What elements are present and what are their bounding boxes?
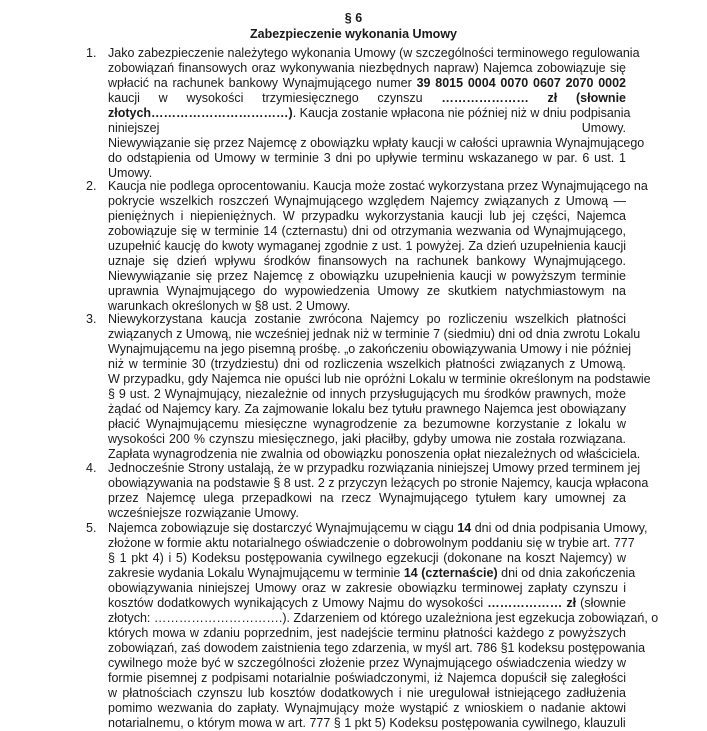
text-line: płacić Wynajmującemu miesięczne wynagrodzenie za bezumowne korzystanie z lokalu w: [108, 417, 626, 431]
text-line: złożone w formie aktu notarialnego oświadczenie o dobrowolnym poddaniu się w trybie art. 777: [108, 536, 635, 550]
text-line: Niewywiązanie się przez Najemcę z obowiązku wpłaty kaucji w całości uprawnia Wynajmującego: [108, 136, 645, 150]
text-line: Kaucja nie podlega oprocentowaniu. Kaucja może zostać wykorzystana przez Wynajmującego na: [108, 179, 648, 193]
text-line: notarialnemu, o którym mowa w art. 777 § 1 pkt 5) Kodeksu postępowania cywilnego, klauzuli: [108, 716, 626, 730]
text-line: których mowa w zdaniu poprzednim, jest nadejście terminu płatności każdego z powyższych: [108, 626, 626, 640]
text-line: do odstąpienia od Umowy w terminie 3 dni po upływie terminu wskazanego w par. 6 ust. 1: [108, 151, 626, 165]
text-line: Umowy.: [108, 166, 153, 180]
text-line: niniejszej Umowy.: [108, 121, 626, 135]
text-line: wysokości 200 % czynszu miesięcznego, jaki płaciłby, gdyby umowa nie została rozwiązana.: [108, 432, 626, 446]
text-line: niż w terminie 30 (trzydziestu) dni od rozliczenia wszelkich płatności związanych z Umową.: [108, 357, 626, 371]
text-line: związanych z Umową, nie wcześniej jednak niż w terminie 7 (siedmiu) dni od dnia zwrotu Lokalu: [108, 327, 641, 341]
text-line: Jednocześnie Strony ustalają, że w przypadku rozwiązania niniejszej Umowy przed terminem jej: [108, 461, 641, 475]
text-line: obowiązywania niniejszej Umowy oraz w zakresie obowiązku terminowej zapłaty czynszu i: [108, 581, 626, 595]
text-line: uzupełnić kaucję do kwoty wymaganej zgodnie z ust. 1 powyżej. Za dzień uzupełnienia kaucji: [108, 239, 626, 253]
text-line: Najemca zobowiązuje się dostarczyć Wynajmującemu w ciągu 14 dni od dnia podpisania Umowy,: [108, 521, 648, 535]
paragraph-number: 1.: [86, 46, 97, 60]
text-line: zobowiązań, zaś dowodem zaistnienia tego zdarzenia, w myśl art. 786 §1 kodeksu postępowania: [108, 641, 646, 655]
text-line: zobowiązań finansowych oraz wykonywania niezbędnych napraw) Najemca zobowiązuje się: [108, 61, 626, 75]
section-title: Zabezpieczenie wykonania Umowy: [249, 27, 457, 41]
text-line: Zapłata wynagrodzenia nie zwalnia od obowiązku ponoszenia opłat niezależnych od właściciela.: [108, 447, 641, 461]
text-line: złotych: ………………………….). Zdarzeniem od którego uzależniona jest egzekucja zobowiązań, o: [108, 611, 659, 625]
text-line: § 1 pkt 4) i 5) Kodeksu postępowania cywilnego egzekucji (dokonane na koszt Najemcy) w: [108, 551, 626, 565]
text-line: pieniężnych i niepieniężnych. W przypadku wykorzystania kaucji lub jej części, Najemca: [108, 209, 626, 223]
text-line: formie pisemnej z podpisami notarialnie poświadczonymi, iż Najemca dopuścił się zaległości: [108, 671, 626, 685]
text-line: zakresie wydania Lokalu Wynajmującemu w terminie 14 (czternaście) dni od dnia zakończenia: [108, 566, 636, 580]
text-line: wcześniejsze rozwiązanie Umowy.: [108, 506, 299, 520]
text-line: warunkach określonych w §8 ust. 2 Umowy.: [108, 299, 351, 313]
text-line: Niewywiązanie się przez Najemcę z obowiązku uzupełnienia kaucji w powyższym terminie: [108, 269, 626, 283]
text-line: złotych……………………………). Kaucja zostanie wpłacona nie później niż w dniu podpisania: [108, 106, 631, 120]
text-line: obowiązywania na podstawie § 8 ust. 2 z przyczyn leżących po stronie Najemcy, kaucja wpłacona: [108, 476, 649, 490]
text-line: uprawnia Wynajmującego do wypowiedzenia Umowy ze skutkiem natychmiastowym na: [108, 284, 626, 298]
paragraph-number: 2.: [86, 179, 97, 193]
text-line: przez Najemcę ulega przepadkowi na rzecz Wynajmującego tytułem kary umownej za: [108, 491, 626, 505]
text-line: uznaje się dzień wpływu środków finansowych na rachunek bankowy Wynajmującego.: [108, 254, 626, 268]
text-line: kosztów dodatkowych wynikających z Umowy Najmu do wysokości ……………… zł (słownie: [108, 596, 627, 610]
text-line: W przypadku, gdy Najemca nie opuści lub nie opróżni Lokalu w terminie określonym na podstawie: [108, 372, 651, 386]
text-line: Wynajmującemu na jego pisemną prośbę. „o zakończeniu obowiązywania Umowy i nie później: [108, 342, 632, 356]
text-line: kaucji w wysokości trzymiesięcznego czynszu ………………… zł (słownie: [108, 91, 626, 105]
paragraph-number: 3.: [86, 312, 97, 326]
text-line: wpłacić na rachunek bankowy Wynajmującego numer 39 8015 0004 0070 0607 2070 0002: [108, 76, 627, 90]
text-line: pomimo wezwania do zapłaty. Wynajmujący może wystąpić z wnioskiem o nadanie aktowi: [108, 701, 626, 715]
paragraph-number: 5.: [86, 521, 97, 535]
text-line: § 9 ust. 2 Wynajmujący, niezależnie od innych przysługujących mu środków prawnych, może: [108, 387, 626, 401]
text-line: cywilnego może być w szczególności złożenie przez Wynajmującego oświadczenia wiedzy w: [108, 656, 626, 670]
text-line: Jako zabezpieczenie należytego wykonania Umowy (w szczególności terminowego regulowania: [108, 46, 640, 60]
section-symbol: § 6: [344, 11, 363, 25]
text-line: zobowiązuje się w terminie 14 (czternastu) dni od otrzymania wezwania od Wynajmującego,: [108, 224, 626, 238]
paragraph-number: 4.: [86, 461, 97, 475]
text-line: pokrycie wszelkich roszczeń Wynajmującego względem Najemcy związanych z Umową —: [108, 194, 626, 208]
text-line: żądać od Najemcy kary. Za zajmowanie lokalu bez tytułu prawnego Najemca jest obowiązany: [108, 402, 626, 416]
text-line: w płatnościach czynszu lub kosztów dodatkowych i nie uregulował istniejącego zadłużenia: [108, 686, 626, 700]
text-line: Niewykorzystana kaucja zostanie zwrócona Najemcy po rozliczeniu wszelkich płatności: [108, 312, 626, 326]
